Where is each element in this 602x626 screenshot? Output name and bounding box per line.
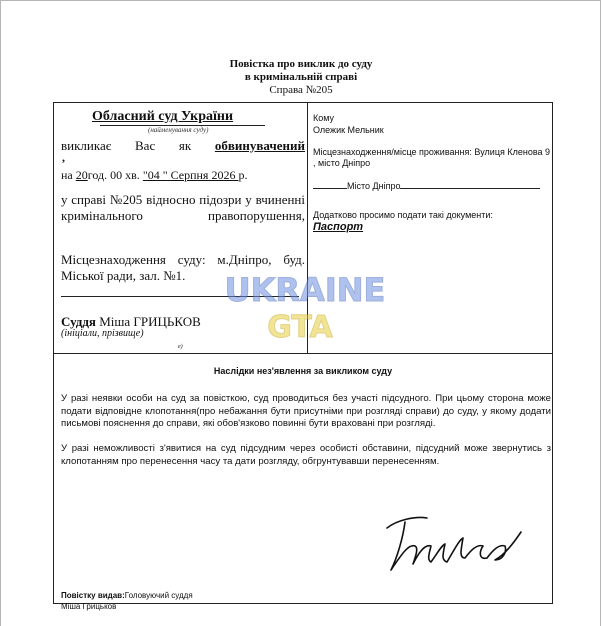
recipient-label: Кому — [313, 113, 335, 123]
documents-label: Додатково просимо подати такі документи: — [313, 210, 493, 220]
case-number: Справа №205 — [269, 84, 333, 96]
city-line-rule-left — [313, 188, 347, 189]
judge-label: Суддя — [61, 314, 96, 329]
document-title-line2: в кримінальній справі — [244, 71, 358, 83]
watermark-line2: GTA — [267, 310, 333, 345]
judge-name: Міша ГРИЦЬКОВ — [95, 314, 201, 329]
city-name: Місто Дніпро — [347, 181, 401, 191]
city-line-rule-right — [400, 188, 540, 189]
consequences-title: Наслідки нез'явлення за викликом суду — [213, 366, 393, 376]
judge-hint: (ініціали, прізвище) — [61, 328, 144, 339]
judge-signature — [375, 510, 535, 580]
time-hour-suffix: год. — [87, 168, 108, 182]
page-edge-top — [0, 0, 600, 1]
court-name-hint: (найменування суду) — [148, 126, 209, 134]
summons-word: викликає — [61, 138, 112, 153]
seal-hint: е) — [178, 344, 183, 350]
recipient-name: Олежик Мельник — [313, 125, 384, 135]
hearing-time — [61, 168, 247, 183]
issued-name: Міша Грицьков — [61, 602, 117, 611]
time-min-suffix: хв. — [122, 168, 143, 182]
consequences-paragraph-1: У разі неявки особи на суд за повісткою, суд проводиться без участі підсудного. При цьому сторона може подати відповідне клопотання(про небажання бути присутніми при розгляді справи) до суду, у якому додати письмові пояснення до справи, які обов'язково повинні бути враховані при розгляді. — [61, 393, 551, 429]
consequences-paragraph-2: У разі неможливості з'явитися на суд підсудним через особисті обставини, підсудний може звернутись з клопотанням про перенесення часу та дати розгляду, обгрунтувавши перенесенням. — [61, 443, 551, 467]
required-document: Паспорт — [313, 221, 364, 233]
court-location: Місцезнаходження суду: м.Дніпро, буд. Міської ради, зал. №1. — [61, 252, 305, 283]
issued-by — [61, 590, 193, 612]
summons-you: Вас — [135, 138, 156, 153]
watermark-line1: UKRAINE — [224, 271, 386, 309]
role-comma: , — [62, 150, 65, 164]
court-name: Обласний суд України — [92, 109, 234, 124]
time-hour: 20 — [75, 168, 88, 182]
time-minutes: 00 — [107, 168, 123, 182]
date-month: Серпня 2026 — [167, 168, 239, 182]
document-title-line1: Повістка про виклик до суду — [229, 58, 373, 70]
case-description: у справі №205 відносно підозри у вчиненні кримінального правопорушення, — [61, 192, 305, 223]
section-divider — [53, 353, 553, 354]
recipient-address: Місцезнаходження/місце проживання: Вулиця Кленова 9 , місто Дніпро — [313, 147, 551, 168]
summons-role: обвинувачений — [214, 138, 305, 153]
summons-line — [61, 138, 305, 154]
ukraine-gta-watermark — [220, 265, 390, 345]
issued-label: Повістку видав: — [61, 591, 125, 600]
date-day: "04 " — [142, 168, 168, 182]
issued-position: Головуючий суддя — [124, 591, 193, 600]
date-suffix: р. — [238, 168, 248, 182]
summons-as: як — [178, 138, 192, 153]
city-line — [313, 181, 543, 191]
time-prefix: на — [61, 168, 76, 182]
